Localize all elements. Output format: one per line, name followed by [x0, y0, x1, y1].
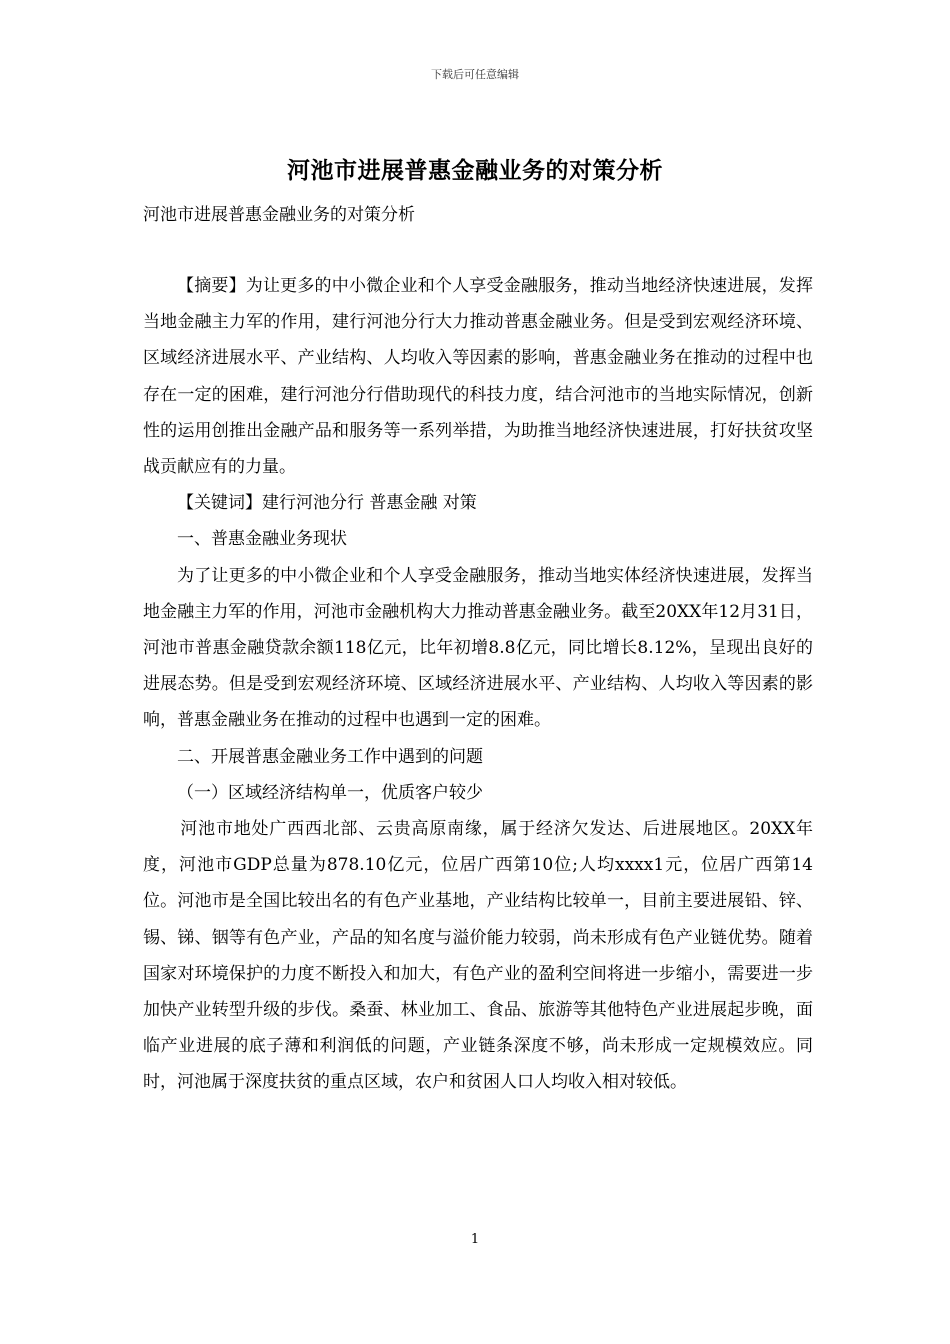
header-note: 下载后可任意编辑	[431, 68, 519, 81]
keywords-paragraph: 【关键词】建行河池分行 普惠金融 对策	[177, 493, 477, 514]
subsection-heading-1: （一）区域经济结构单一，优质客户较少	[177, 782, 483, 803]
abstract-paragraph: 【摘要】为让更多的中小微企业和个人享受金融服务，推动当地经济快速进展，发挥当地金融主力军的作用，建行河池分行大力推动普惠金融业务。但是受到宏观经济环境、区域经济进展水平、产业结构、人均收入等因素的影响，普惠金融业务在推动的过程中也存在一定的困难，建行河池分行借助现代的科技力度，结合河池市的当地实际情况，创新性的运用创推出金融产品和服务等一系列举措，为助推当地经济快速进展，打好扶贫攻坚战贡献应有的力量。	[143, 276, 813, 478]
section-heading-1: 一、普惠金融业务现状	[177, 529, 347, 550]
section-heading-2: 二、开展普惠金融业务工作中遇到的问题	[177, 746, 483, 767]
body-paragraph: 河池市地处广西西北部、云贵高原南缘，属于经济欠发达、后进展地区。20XX年度，河池市GDP总量为878.10亿元，位居广西第10位;人均xxxx1元，位居广西第14位。河池市是全国比较出名的有色产业基地，产业结构比较单一，目前主要进展铅、锌、锡、锑、铟等有色产业，产品的知名度与溢价能力较弱，尚未形成有色产业链优势。随着国家对环境保护的力度不断投入和加大，有色产业的盈利空间将进一步缩小，需要进一步加快产业转型升级的步伐。桑蚕、林业加工、食品、旅游等其他特色产业进展起步晚，面临产业进展的底子薄和利润低的问题，产业链条深度不够，尚未形成一定规模效应。同时，河池属于深度扶贫的重点区域，农户和贫困人口人均收入相对较低。	[143, 819, 813, 1093]
document-body	[143, 268, 813, 1101]
document-title: 河池市进展普惠金融业务的对策分析	[287, 157, 663, 184]
document-subtitle: 河池市进展普惠金融业务的对策分析	[143, 205, 415, 225]
page-number: 1	[470, 1232, 480, 1247]
body-paragraph: 为了让更多的中小微企业和个人享受金融服务，推动当地实体经济快速进展，发挥当地金融主力军的作用，河池市金融机构大力推动普惠金融业务。截至20XX年12月31日，河池市普惠金融贷款余额118亿元，比年初增8.8亿元，同比增长8.12%，呈现出良好的进展态势。但是受到宏观经济环境、区域经济进展水平、产业结构、人均收入等因素的影响，普惠金融业务在推动的过程中也遇到一定的困难。	[143, 565, 813, 731]
